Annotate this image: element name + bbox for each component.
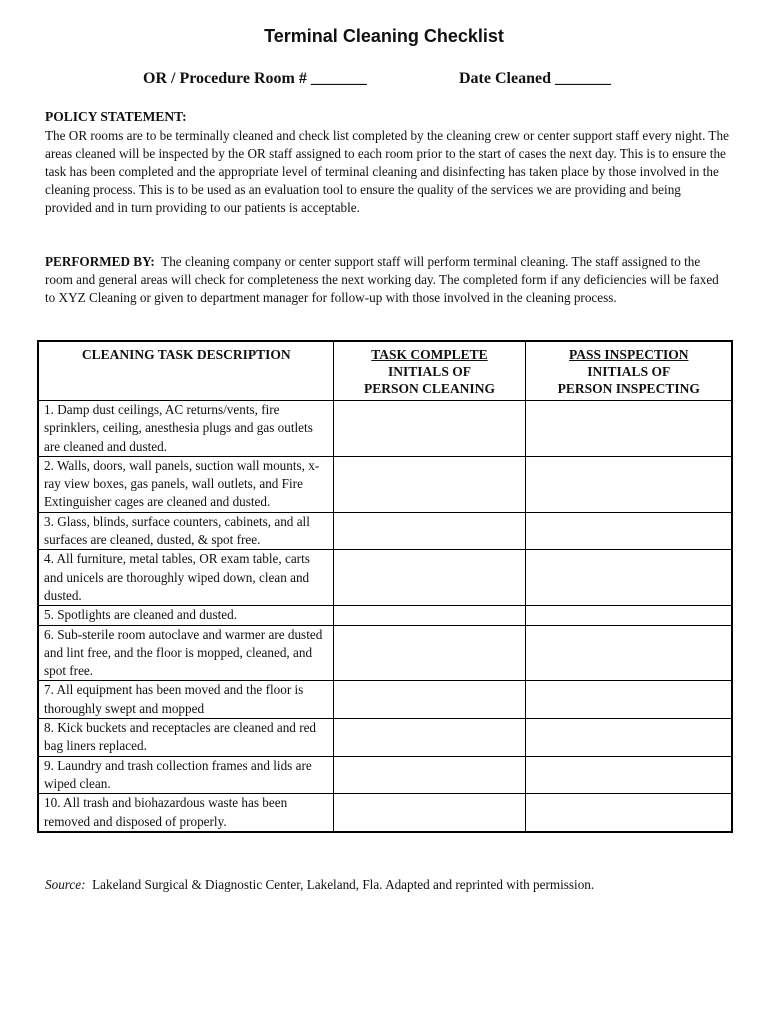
table-row xyxy=(38,401,732,457)
header-inspect-sub2: PERSON INSPECTING xyxy=(557,381,700,396)
task-description-cell: 2. Walls, doors, wall panels, suction wall mounts, x-ray view boxes, gas panels, wall outlets, and Fire Extinguisher cages are cleaned and dusted. xyxy=(38,456,333,512)
cleaner-initials-cell[interactable] xyxy=(333,625,525,681)
table-row xyxy=(38,625,732,681)
cleaner-initials-cell[interactable] xyxy=(333,606,525,625)
task-description-cell: 7. All equipment has been moved and the floor is thoroughly swept and mopped xyxy=(38,681,333,719)
room-number-field: OR / Procedure Room # _______ xyxy=(143,70,367,87)
performed-by-heading: PERFORMED BY: xyxy=(45,254,155,269)
task-description-cell: 4. All furniture, metal tables, OR exam table, carts and unicels are thoroughly wiped down, clean and dusted. xyxy=(38,550,333,606)
inspector-initials-cell[interactable] xyxy=(525,625,732,681)
source-note xyxy=(45,876,594,894)
table-row xyxy=(38,756,732,794)
task-description-cell: 10. All trash and biohazardous waste has been removed and disposed of properly. xyxy=(38,794,333,832)
inspector-initials-cell[interactable] xyxy=(525,794,732,832)
page-title: Terminal Cleaning Checklist xyxy=(264,26,504,46)
cleaner-initials-cell[interactable] xyxy=(333,456,525,512)
cleaner-initials-cell[interactable] xyxy=(333,401,525,457)
task-description-cell: 9. Laundry and trash collection frames and lids are wiped clean. xyxy=(38,756,333,794)
inspector-initials-cell[interactable] xyxy=(525,456,732,512)
header-task-description xyxy=(38,341,333,401)
task-description-cell: 3. Glass, blinds, surface counters, cabinets, and all surfaces are cleaned, dusted, & spot free. xyxy=(38,512,333,550)
header-inspect-sub1: INITIALS OF xyxy=(587,364,671,379)
cleaner-initials-cell[interactable] xyxy=(333,512,525,550)
inspector-initials-cell[interactable] xyxy=(525,681,732,719)
task-description-cell: 6. Sub-sterile room autoclave and warmer are dusted and lint free, and the floor is mopped, cleaned, and spot free. xyxy=(38,625,333,681)
inspector-initials-cell[interactable] xyxy=(525,719,732,757)
inspector-initials-cell[interactable] xyxy=(525,606,732,625)
table-row xyxy=(38,550,732,606)
header-complete-sub2: PERSON CLEANING xyxy=(364,381,495,396)
header-inspect-title: PASS INSPECTION xyxy=(569,347,689,362)
header-task-complete xyxy=(333,341,525,401)
inspector-initials-cell[interactable] xyxy=(525,550,732,606)
header-pass-inspection xyxy=(525,341,732,401)
cleaner-initials-cell[interactable] xyxy=(333,550,525,606)
cleaner-initials-cell[interactable] xyxy=(333,756,525,794)
policy-heading: POLICY STATEMENT: xyxy=(45,109,187,124)
task-description-cell: 1. Damp dust ceilings, AC returns/vents, fire sprinklers, ceiling, anesthesia plugs and gas outlets are cleaned and dusted. xyxy=(38,401,333,457)
table-row xyxy=(38,719,732,757)
policy-body: The OR rooms are to be terminally cleaned and check list completed by the cleaning crew or center support staff every night. The areas cleaned will be inspected by the OR staff assigned to each room prior to the start of cases the next day. This is to ensure the task has been completed and the appropriate level of terminal cleaning and disinfecting has taken place by those involved in the cleaning process. This is to be used as an evaluation tool to ensure the quality of the services we are providing and being provided and in turn providing to our patients is acceptable. xyxy=(45,128,729,215)
table-row xyxy=(38,681,732,719)
cleaning-checklist-table xyxy=(37,340,733,833)
header-complete-title: TASK COMPLETE xyxy=(371,347,488,362)
source-label: Source: xyxy=(45,877,86,892)
inspector-initials-cell[interactable] xyxy=(525,512,732,550)
task-description-cell: 5. Spotlights are cleaned and dusted. xyxy=(38,606,333,625)
performed-by-section xyxy=(45,253,730,307)
inspector-initials-cell[interactable] xyxy=(525,401,732,457)
source-text: Lakeland Surgical & Diagnostic Center, Lakeland, Fla. Adapted and reprinted with permission. xyxy=(92,877,595,892)
cleaner-initials-cell[interactable] xyxy=(333,719,525,757)
table-row xyxy=(38,606,732,625)
table-row xyxy=(38,512,732,550)
table-row xyxy=(38,456,732,512)
table-header-row xyxy=(38,341,732,401)
cleaner-initials-cell[interactable] xyxy=(333,794,525,832)
date-cleaned-field: Date Cleaned _______ xyxy=(459,70,611,87)
cleaner-initials-cell[interactable] xyxy=(333,681,525,719)
task-description-cell: 8. Kick buckets and receptacles are cleaned and red bag liners replaced. xyxy=(38,719,333,757)
header-task-label: CLEANING TASK DESCRIPTION xyxy=(81,347,291,362)
header-complete-sub1: INITIALS OF xyxy=(388,364,471,379)
inspector-initials-cell[interactable] xyxy=(525,756,732,794)
table-row xyxy=(38,794,732,832)
performed-by-body: The cleaning company or center support staff will perform terminal cleaning. The staff assigned to the room and general areas will check for completeness the next working day. The completed form if any deficiencies will be faxed to XYZ Cleaning or given to department manager for follow-up with those involved in the cleaning process. xyxy=(45,254,719,305)
